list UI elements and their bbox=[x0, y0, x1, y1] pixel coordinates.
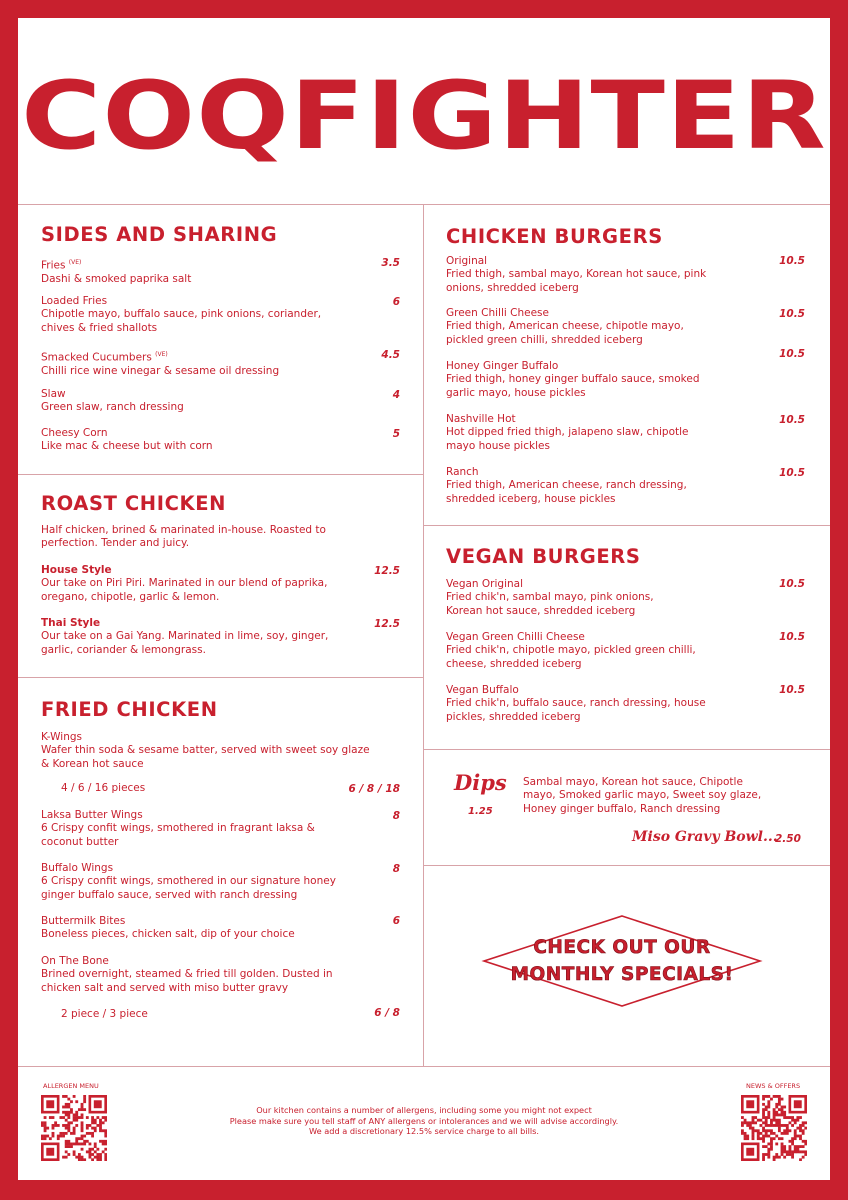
item-desc: Chilli rice wine vinegar & sesame oil dressing bbox=[41, 364, 280, 377]
menu-item bbox=[41, 564, 341, 604]
menu-item bbox=[41, 731, 371, 771]
item-price: 12.5 bbox=[374, 565, 400, 577]
item-name: Vegan Original bbox=[446, 578, 524, 590]
allergen-note bbox=[18, 1105, 830, 1137]
item-price: 8 bbox=[392, 863, 400, 875]
specials-badge bbox=[480, 913, 764, 1009]
burgers-title: CHICKEN BURGERS bbox=[446, 225, 663, 248]
item-name: Laksa Butter Wings bbox=[41, 809, 143, 821]
item-sizes: 2 piece / 3 piece bbox=[61, 1008, 148, 1020]
item-price: 12.5 bbox=[374, 618, 400, 630]
item-desc: Fried thigh, sambal mayo, Korean hot sauce, pink onions, shredded iceberg bbox=[446, 268, 707, 294]
specials-line-1: CHECK OUT OUR bbox=[533, 937, 711, 958]
item-desc: Boneless pieces, chicken salt, dip of your choice bbox=[41, 928, 295, 941]
item-desc: Dashi & smoked paprika salt bbox=[41, 272, 192, 285]
item-price: 4 bbox=[392, 389, 400, 401]
gravy-name: Miso Gravy Bowl... bbox=[632, 829, 778, 845]
item-name: Smacked Cucumbers bbox=[41, 351, 152, 364]
item-name: Nashville Hot bbox=[446, 413, 516, 425]
dips-price: 1.25 bbox=[468, 806, 493, 817]
item-price: 10.5 bbox=[779, 348, 805, 360]
menu-item bbox=[41, 617, 341, 657]
item-desc: Our take on Piri Piri. Marinated in our blend of paprika, oregano, chipotle, garlic & lemon. bbox=[41, 577, 328, 603]
item-price: 10.5 bbox=[779, 255, 805, 267]
item-name: K-Wings bbox=[41, 731, 83, 743]
item-name: Original bbox=[446, 255, 488, 267]
menu-item bbox=[446, 255, 736, 295]
divider-right-2 bbox=[423, 749, 830, 750]
item-price: 10.5 bbox=[779, 414, 805, 426]
item-desc: 6 Crispy confit wings, smothered in our signature honey ginger buffalo sauce, served with ranch dressing bbox=[41, 875, 336, 901]
specials-line-2: MONTHLY SPECIALS! bbox=[510, 964, 734, 985]
dips-list: Sambal mayo, Korean hot sauce, Chipotle mayo, Smoked garlic mayo, Sweet soy glaze, Honey ginger buffalo, Ranch dressing bbox=[523, 776, 762, 815]
item-desc: Fried thigh, honey ginger buffalo sauce, smoked garlic mayo, house pickles bbox=[446, 373, 700, 399]
item-price: 6 / 8 bbox=[374, 1007, 400, 1019]
item-name: Thai Style bbox=[41, 617, 101, 629]
item-sizes: 4 / 6 / 16 pieces bbox=[61, 782, 146, 794]
item-desc: Wafer thin soda & sesame batter, served with sweet soy glaze & Korean hot sauce bbox=[41, 744, 370, 770]
divider-top bbox=[18, 204, 830, 205]
menu-item bbox=[41, 862, 361, 902]
roast-title: ROAST CHICKEN bbox=[41, 492, 227, 515]
menu-item bbox=[41, 809, 351, 849]
menu-item bbox=[446, 578, 686, 618]
vegan-title: VEGAN BURGERS bbox=[446, 545, 641, 568]
item-price: 10.5 bbox=[779, 631, 805, 643]
item-name: Vegan Buffalo bbox=[446, 684, 519, 696]
menu-item bbox=[41, 955, 341, 995]
menu-item bbox=[446, 360, 726, 400]
vegan-tag: (VE) bbox=[68, 259, 82, 266]
item-name: Ranch bbox=[446, 466, 479, 478]
item-name: Honey Ginger Buffalo bbox=[446, 360, 559, 372]
divider-center bbox=[423, 204, 424, 1066]
item-name: On The Bone bbox=[41, 955, 109, 967]
footer-line-1: Our kitchen contains a number of allergens, including some you might not expect bbox=[256, 1105, 592, 1115]
item-price: 10.5 bbox=[779, 308, 805, 320]
item-desc: Fried chik'n, chipotle mayo, pickled green chilli, cheese, shredded iceberg bbox=[446, 644, 696, 670]
menu-item bbox=[446, 413, 716, 453]
item-desc: Green slaw, ranch dressing bbox=[41, 401, 184, 414]
divider-left-2 bbox=[18, 677, 423, 678]
item-price: 8 bbox=[392, 810, 400, 822]
item-price: 5 bbox=[392, 428, 400, 440]
item-desc: Chipotle mayo, buffalo sauce, pink onions, coriander, chives & fried shallots bbox=[41, 308, 322, 334]
item-price: 10.5 bbox=[779, 467, 805, 479]
item-price: 6 / 8 / 18 bbox=[348, 783, 400, 795]
item-name: House Style bbox=[41, 564, 112, 576]
menu-item bbox=[446, 684, 706, 724]
divider-right-1 bbox=[423, 525, 830, 526]
fried-title: FRIED CHICKEN bbox=[41, 698, 218, 721]
menu-item bbox=[446, 631, 696, 671]
menu-sheet bbox=[18, 18, 830, 1180]
item-name: Loaded Fries bbox=[41, 295, 108, 307]
menu-item bbox=[446, 307, 706, 347]
dips-title: Dips bbox=[454, 770, 507, 795]
item-desc: Brined overnight, steamed & fried till golden. Dusted in chicken salt and served with miso butter gravy bbox=[41, 968, 333, 994]
item-desc: Like mac & cheese but with corn bbox=[41, 440, 213, 453]
menu-item bbox=[446, 466, 726, 506]
sides-title: SIDES AND SHARING bbox=[41, 223, 278, 246]
item-name: Buffalo Wings bbox=[41, 862, 114, 874]
divider-footer bbox=[18, 1066, 830, 1067]
brand-logo: COQFIGHTER bbox=[21, 62, 827, 171]
allergen-label: ALLERGEN MENU bbox=[43, 1082, 99, 1090]
vegan-tag: (VE) bbox=[155, 351, 168, 358]
item-price: 10.5 bbox=[779, 578, 805, 590]
item-desc: 6 Crispy confit wings, smothered in fragrant laksa & coconut butter bbox=[41, 822, 315, 848]
menu-item bbox=[41, 295, 341, 335]
item-desc: Fried chik'n, buffalo sauce, ranch dressing, house pickles, shredded iceberg bbox=[446, 697, 706, 723]
item-price: 3.5 bbox=[381, 257, 400, 269]
item-desc: Hot dipped fried thigh, jalapeno slaw, chipotle mayo house pickles bbox=[446, 426, 689, 452]
item-name: Buttermilk Bites bbox=[41, 915, 126, 927]
item-price: 6 bbox=[392, 296, 400, 308]
item-name: Fries bbox=[41, 259, 66, 272]
roast-intro: Half chicken, brined & marinated in-house. Roasted to perfection. Tender and juicy. bbox=[41, 524, 326, 550]
footer-line-2: Please make sure you tell staff of ANY allergens or intolerances and we will advise accordingly. bbox=[229, 1115, 619, 1126]
item-desc: Fried thigh, American cheese, ranch dressing, shredded iceberg, house pickles bbox=[446, 479, 687, 505]
item-desc: Our take on a Gai Yang. Marinated in lime, soy, ginger, garlic, coriander & lemongrass. bbox=[41, 630, 329, 656]
item-name: Vegan Green Chilli Cheese bbox=[446, 631, 585, 643]
gravy-price: 2.50 bbox=[775, 833, 801, 845]
item-name: Slaw bbox=[41, 388, 66, 400]
news-label: NEWS & OFFERS bbox=[746, 1082, 801, 1090]
item-price: 6 bbox=[392, 915, 400, 927]
item-price: 10.5 bbox=[779, 684, 805, 696]
item-desc: Fried chik'n, sambal mayo, pink onions, Korean hot sauce, shredded iceberg bbox=[446, 591, 654, 617]
footer-line-3: We add a discretionary 12.5% service charge to all bills. bbox=[308, 1126, 540, 1136]
item-name: Green Chilli Cheese bbox=[446, 307, 549, 319]
item-desc: Fried thigh, American cheese, chipotle mayo, pickled green chilli, shredded iceberg bbox=[446, 320, 684, 346]
item-name: Cheesy Corn bbox=[41, 427, 108, 439]
divider-right-3 bbox=[423, 865, 830, 866]
divider-left-1 bbox=[18, 474, 423, 475]
item-price: 4.5 bbox=[381, 349, 400, 361]
